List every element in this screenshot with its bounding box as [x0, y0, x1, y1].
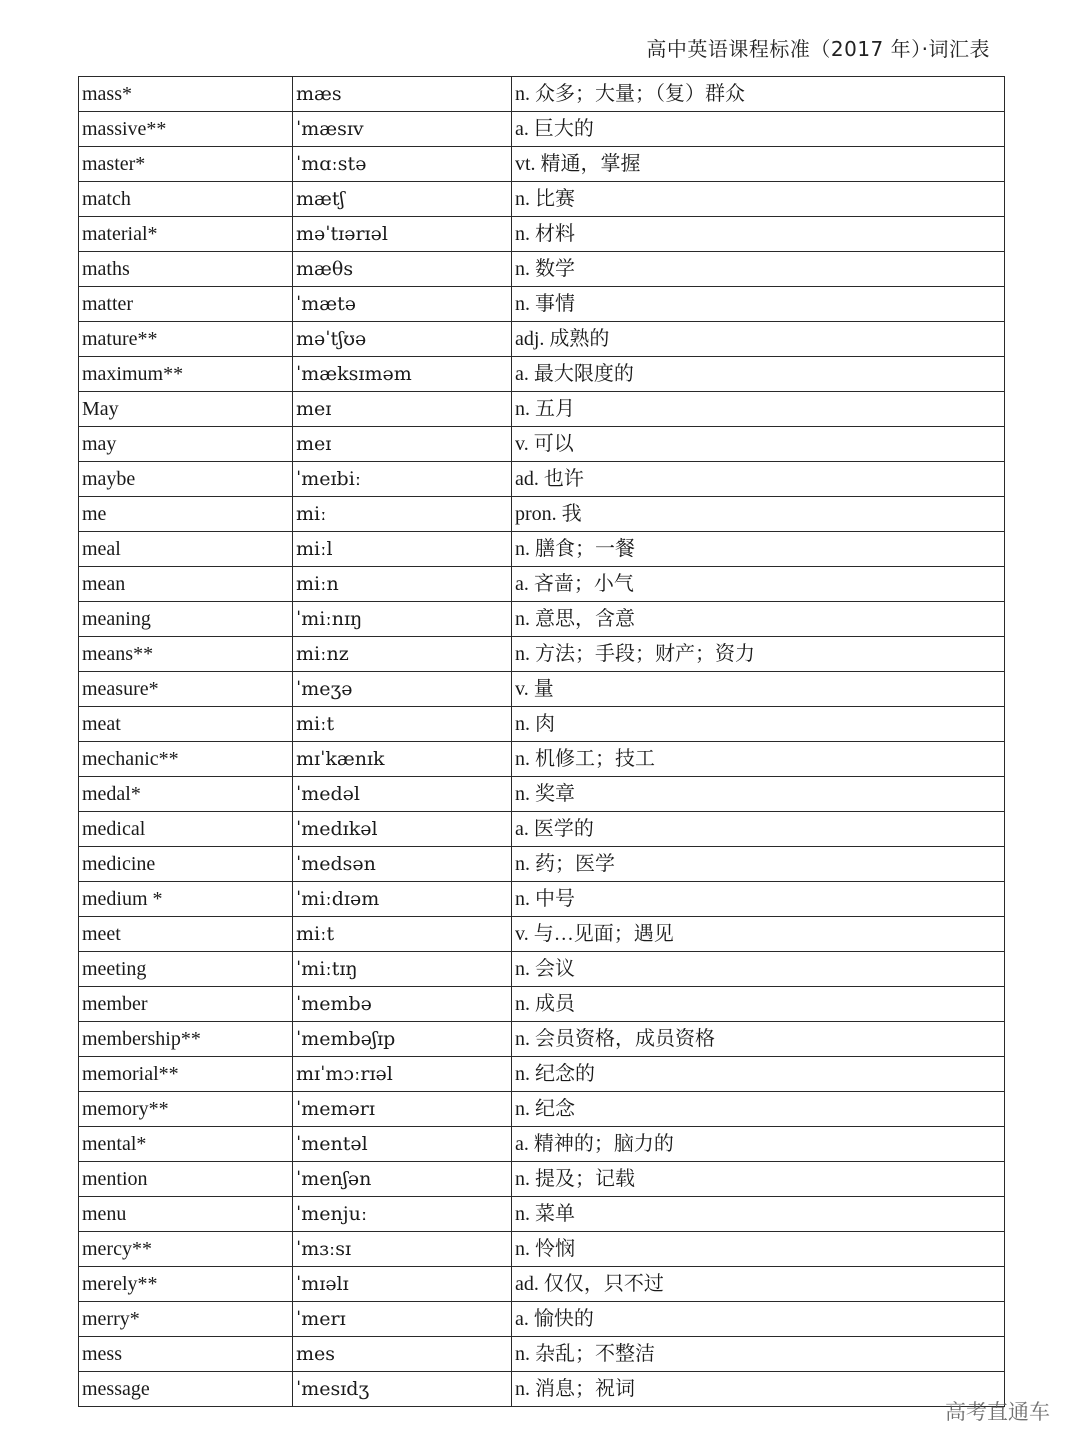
- phonetic-cell: ˈmiːnɪŋ: [293, 602, 512, 637]
- definition-cell: n. 众多；大量；（复）群众: [512, 77, 1005, 112]
- table-row: [79, 532, 1005, 567]
- phonetic-cell: miːt: [293, 917, 512, 952]
- word-cell: medical: [79, 812, 293, 847]
- word-cell: medal*: [79, 777, 293, 812]
- definition-cell: n. 菜单: [512, 1197, 1005, 1232]
- word-cell: means**: [79, 637, 293, 672]
- definition-cell: a. 吝啬；小气: [512, 567, 1005, 602]
- table-row: [79, 1092, 1005, 1127]
- phonetic-cell: mæθs: [293, 252, 512, 287]
- word-cell: me: [79, 497, 293, 532]
- definition-cell: n. 怜悯: [512, 1232, 1005, 1267]
- definition-cell: ad. 仅仅，只不过: [512, 1267, 1005, 1302]
- phonetic-cell: miːn: [293, 567, 512, 602]
- definition-cell: v. 量: [512, 672, 1005, 707]
- definition-cell: v. 可以: [512, 427, 1005, 462]
- phonetic-cell: ˈmenʃən: [293, 1162, 512, 1197]
- phonetic-cell: ˈmæsɪv: [293, 112, 512, 147]
- word-cell: mess: [79, 1337, 293, 1372]
- definition-cell: n. 纪念: [512, 1092, 1005, 1127]
- phonetic-cell: ˈmɜːsɪ: [293, 1232, 512, 1267]
- word-cell: mature**: [79, 322, 293, 357]
- vocabulary-table-body: [79, 77, 1005, 1407]
- phonetic-cell: ˈmeɪbiː: [293, 462, 512, 497]
- table-row: [79, 217, 1005, 252]
- word-cell: mention: [79, 1162, 293, 1197]
- word-cell: medicine: [79, 847, 293, 882]
- definition-cell: a. 最大限度的: [512, 357, 1005, 392]
- definition-cell: n. 消息；祝词: [512, 1372, 1005, 1407]
- phonetic-cell: ˈmenjuː: [293, 1197, 512, 1232]
- table-row: [79, 322, 1005, 357]
- phonetic-cell: meɪ: [293, 392, 512, 427]
- definition-cell: n. 杂乱；不整洁: [512, 1337, 1005, 1372]
- table-row: [79, 497, 1005, 532]
- phonetic-cell: mætʃ: [293, 182, 512, 217]
- phonetic-cell: ˈmembə: [293, 987, 512, 1022]
- table-row: [79, 147, 1005, 182]
- phonetic-cell: ˈmæksɪməm: [293, 357, 512, 392]
- word-cell: match: [79, 182, 293, 217]
- table-row: [79, 812, 1005, 847]
- definition-cell: vt. 精通，掌握: [512, 147, 1005, 182]
- definition-cell: n. 膳食；一餐: [512, 532, 1005, 567]
- definition-cell: n. 比赛: [512, 182, 1005, 217]
- table-row: [79, 77, 1005, 112]
- word-cell: maths: [79, 252, 293, 287]
- table-row: [79, 182, 1005, 217]
- table-row: [79, 1337, 1005, 1372]
- definition-cell: a. 愉快的: [512, 1302, 1005, 1337]
- phonetic-cell: ˈmentəl: [293, 1127, 512, 1162]
- definition-cell: n. 意思，含意: [512, 602, 1005, 637]
- word-cell: May: [79, 392, 293, 427]
- phonetic-cell: məˈtʃʊə: [293, 322, 512, 357]
- table-row: [79, 602, 1005, 637]
- word-cell: meaning: [79, 602, 293, 637]
- table-row: [79, 112, 1005, 147]
- word-cell: measure*: [79, 672, 293, 707]
- vocabulary-table: [78, 76, 1005, 1407]
- phonetic-cell: mɪˈkænɪk: [293, 742, 512, 777]
- table-row: [79, 1302, 1005, 1337]
- table-row: [79, 1197, 1005, 1232]
- word-cell: maybe: [79, 462, 293, 497]
- phonetic-cell: ˈmemərɪ: [293, 1092, 512, 1127]
- phonetic-cell: ˈmiːtɪŋ: [293, 952, 512, 987]
- phonetic-cell: ˈmerɪ: [293, 1302, 512, 1337]
- phonetic-cell: ˈmɑːstə: [293, 147, 512, 182]
- definition-cell: n. 肉: [512, 707, 1005, 742]
- definition-cell: adj. 成熟的: [512, 322, 1005, 357]
- word-cell: membership**: [79, 1022, 293, 1057]
- word-cell: may: [79, 427, 293, 462]
- word-cell: message: [79, 1372, 293, 1407]
- definition-cell: n. 会员资格，成员资格: [512, 1022, 1005, 1057]
- phonetic-cell: ˈmedsən: [293, 847, 512, 882]
- table-row: [79, 1372, 1005, 1407]
- definition-cell: n. 数学: [512, 252, 1005, 287]
- definition-cell: n. 中号: [512, 882, 1005, 917]
- phonetic-cell: ˈmeʒə: [293, 672, 512, 707]
- table-row: [79, 707, 1005, 742]
- table-row: [79, 1162, 1005, 1197]
- definition-cell: n. 提及；记载: [512, 1162, 1005, 1197]
- phonetic-cell: ˈmedɪkəl: [293, 812, 512, 847]
- definition-cell: n. 方法；手段；财产；资力: [512, 637, 1005, 672]
- word-cell: meat: [79, 707, 293, 742]
- word-cell: memorial**: [79, 1057, 293, 1092]
- definition-cell: a. 巨大的: [512, 112, 1005, 147]
- definition-cell: v. 与…见面；遇见: [512, 917, 1005, 952]
- definition-cell: n. 药；医学: [512, 847, 1005, 882]
- definition-cell: ad. 也许: [512, 462, 1005, 497]
- phonetic-cell: ˈmembəʃɪp: [293, 1022, 512, 1057]
- definition-cell: n. 机修工；技工: [512, 742, 1005, 777]
- phonetic-cell: miːt: [293, 707, 512, 742]
- word-cell: master*: [79, 147, 293, 182]
- watermark: 高考直通车: [945, 1400, 1050, 1424]
- word-cell: mercy**: [79, 1232, 293, 1267]
- word-cell: massive**: [79, 112, 293, 147]
- phonetic-cell: meɪ: [293, 427, 512, 462]
- definition-cell: a. 医学的: [512, 812, 1005, 847]
- table-row: [79, 672, 1005, 707]
- definition-cell: n. 事情: [512, 287, 1005, 322]
- word-cell: mean: [79, 567, 293, 602]
- table-row: [79, 777, 1005, 812]
- table-row: [79, 462, 1005, 497]
- table-row: [79, 427, 1005, 462]
- table-row: [79, 1057, 1005, 1092]
- phonetic-cell: ˈmɪəlɪ: [293, 1267, 512, 1302]
- table-row: [79, 637, 1005, 672]
- table-row: [79, 1022, 1005, 1057]
- table-row: [79, 567, 1005, 602]
- word-cell: medium *: [79, 882, 293, 917]
- definition-cell: n. 纪念的: [512, 1057, 1005, 1092]
- definition-cell: n. 会议: [512, 952, 1005, 987]
- table-row: [79, 252, 1005, 287]
- word-cell: material*: [79, 217, 293, 252]
- phonetic-cell: miːnz: [293, 637, 512, 672]
- word-cell: maximum**: [79, 357, 293, 392]
- table-row: [79, 987, 1005, 1022]
- phonetic-cell: mes: [293, 1337, 512, 1372]
- phonetic-cell: mɪˈmɔːrɪəl: [293, 1057, 512, 1092]
- word-cell: member: [79, 987, 293, 1022]
- phonetic-cell: ˈmiːdɪəm: [293, 882, 512, 917]
- word-cell: merry*: [79, 1302, 293, 1337]
- word-cell: matter: [79, 287, 293, 322]
- word-cell: meal: [79, 532, 293, 567]
- page-header-title: 高中英语课程标准（2017 年）·词汇表: [646, 37, 990, 61]
- phonetic-cell: ˈmætə: [293, 287, 512, 322]
- table-row: [79, 847, 1005, 882]
- definition-cell: n. 材料: [512, 217, 1005, 252]
- table-row: [79, 742, 1005, 777]
- phonetic-cell: miː: [293, 497, 512, 532]
- table-row: [79, 287, 1005, 322]
- word-cell: mechanic**: [79, 742, 293, 777]
- definition-cell: a. 精神的；脑力的: [512, 1127, 1005, 1162]
- word-cell: merely**: [79, 1267, 293, 1302]
- word-cell: meet: [79, 917, 293, 952]
- table-row: [79, 1232, 1005, 1267]
- phonetic-cell: mæs: [293, 77, 512, 112]
- table-row: [79, 1267, 1005, 1302]
- definition-cell: n. 成员: [512, 987, 1005, 1022]
- table-row: [79, 357, 1005, 392]
- phonetic-cell: miːl: [293, 532, 512, 567]
- table-row: [79, 1127, 1005, 1162]
- phonetic-cell: ˈmedəl: [293, 777, 512, 812]
- phonetic-cell: ˈmesɪdʒ: [293, 1372, 512, 1407]
- definition-cell: n. 奖章: [512, 777, 1005, 812]
- word-cell: mass*: [79, 77, 293, 112]
- word-cell: meeting: [79, 952, 293, 987]
- word-cell: memory**: [79, 1092, 293, 1127]
- table-row: [79, 882, 1005, 917]
- word-cell: mental*: [79, 1127, 293, 1162]
- definition-cell: pron. 我: [512, 497, 1005, 532]
- phonetic-cell: məˈtɪərɪəl: [293, 217, 512, 252]
- table-row: [79, 392, 1005, 427]
- table-row: [79, 917, 1005, 952]
- word-cell: menu: [79, 1197, 293, 1232]
- table-row: [79, 952, 1005, 987]
- definition-cell: n. 五月: [512, 392, 1005, 427]
